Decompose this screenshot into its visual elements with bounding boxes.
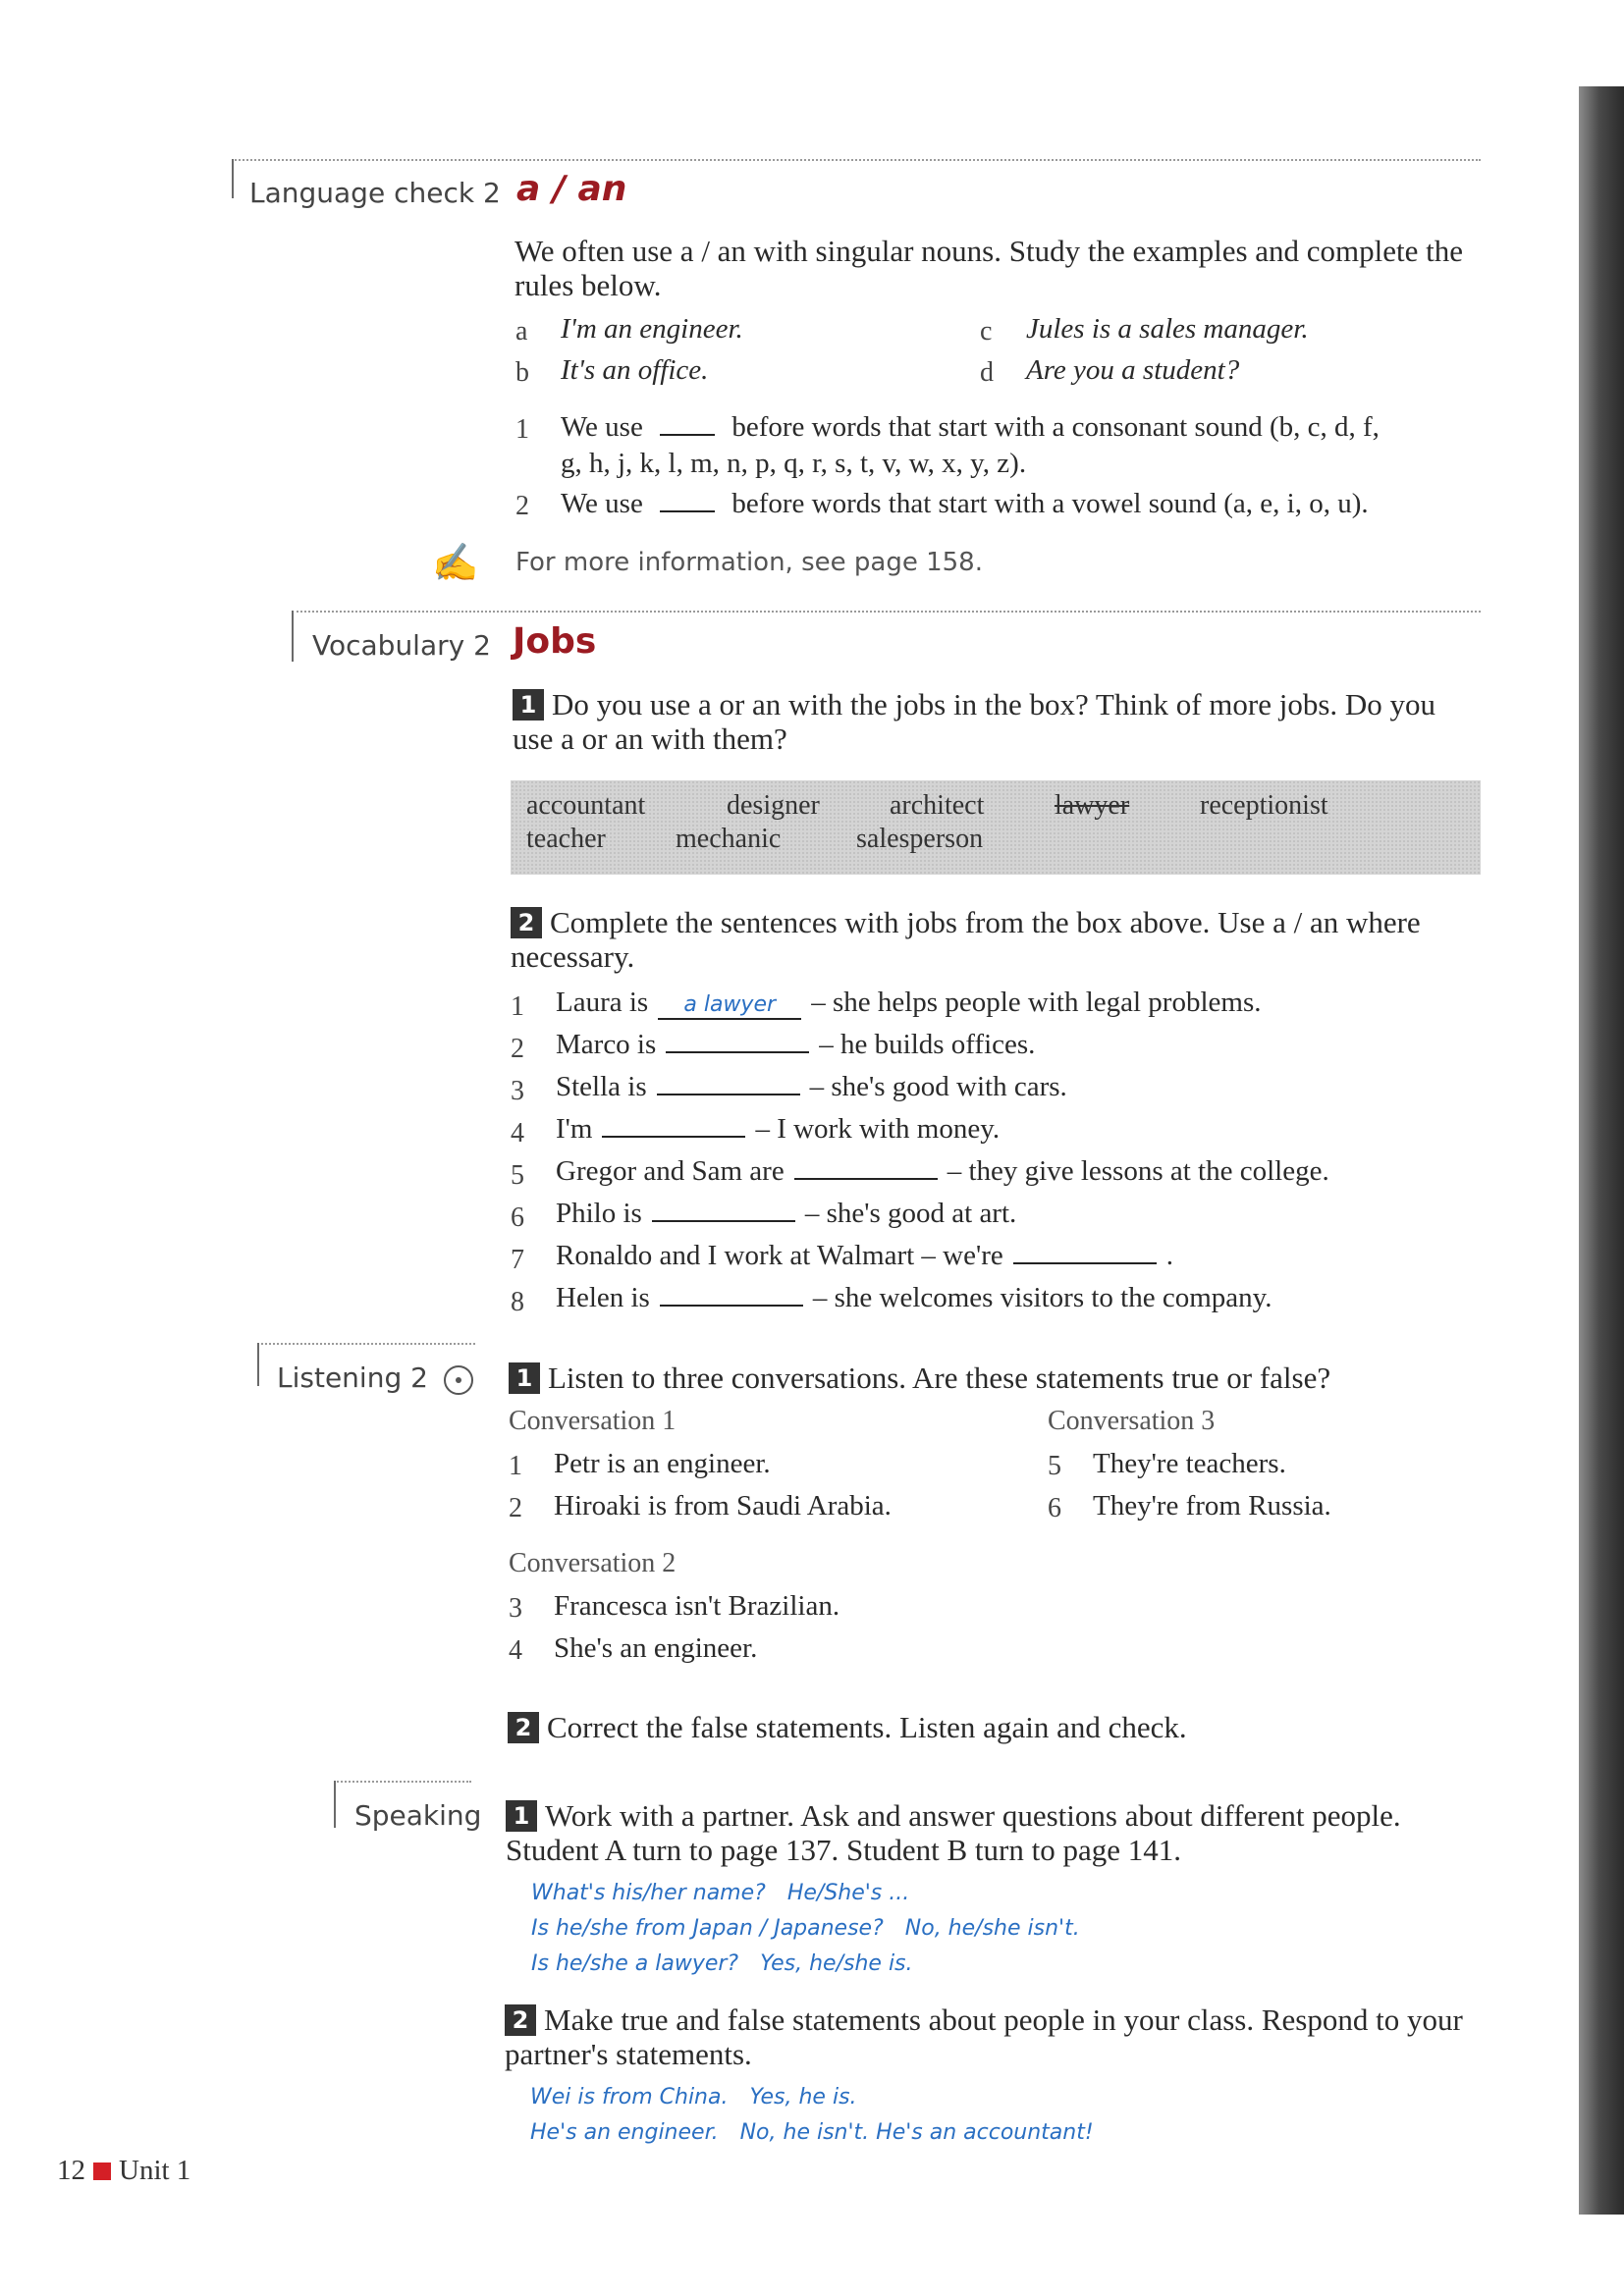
exercise-instruction [511,905,1483,974]
example-response: Yes, he is. [749,2085,857,2109]
sentence [556,1281,1272,1314]
instruction-text: Correct the false statements. Listen again and check. [547,1710,1187,1744]
page-binding-edge [1579,86,1624,2215]
instruction-text: Make true and false statements about people in your class. Respond to your partner's statements. [505,2002,1463,2071]
example-question: Is he/she from Japan / Japanese? [531,1916,884,1941]
rule-number: 2 [515,491,529,521]
section-label: Language check 2 [249,177,501,209]
rule-line [561,410,1380,444]
sentence [556,1154,1329,1188]
job-word: teacher [526,824,606,854]
statement-number: 4 [509,1635,522,1666]
example-dialogue [531,1951,913,1976]
exercise-instruction [508,1710,1480,1744]
job-word: architect [890,790,985,821]
sentence [556,1197,1016,1230]
audio-cd-icon[interactable] [444,1365,473,1395]
sentence-number: 3 [511,1076,524,1106]
statement: Francesca isn't Brazilian. [554,1590,840,1622]
sentence-pre: Helen is [556,1282,650,1313]
section-title: a / an [516,169,627,209]
section-rule [232,159,1481,161]
example-text: It's an office. [561,354,709,386]
example-question: Is he/she a lawyer? [531,1951,739,1976]
rule-blank[interactable] [660,509,715,512]
sentence-post: – she welcomes visitors to the company. [812,1282,1272,1313]
sentence-post: – he builds offices. [819,1029,1036,1060]
statement-number: 2 [509,1493,522,1523]
example-letter: b [515,357,529,388]
answer-blank[interactable] [652,1220,795,1222]
sentence [556,1070,1067,1103]
example-statement: He's an engineer. [530,2120,719,2145]
sentence-post: – they give lessons at the college. [947,1155,1329,1187]
section-tick [292,611,294,662]
sentence-number: 4 [511,1118,524,1148]
section-title: Jobs [513,621,597,662]
sentence-post: – I work with money. [755,1113,1001,1145]
exercise-instruction [513,687,1465,756]
example-dialogue [531,1916,1080,1941]
rule-pre: We use [561,411,643,443]
sentence-pre: Ronaldo and I work at Walmart – we're [556,1240,1003,1271]
example-response: No, he isn't. He's an accountant! [739,2120,1094,2145]
reference-link[interactable]: For more information, see page 158. [515,548,983,577]
sentence-pre: I'm [556,1113,593,1145]
exercise-number: 2 [508,1712,539,1743]
rule-pre: We use [561,488,643,519]
rule-continuation: g, h, j, k, l, m, n, p, q, r, s, t, v, w, x, y, z). [561,448,1027,479]
exercise-number: 1 [509,1362,540,1394]
example-answer: Yes, he/she is. [760,1951,913,1976]
instruction-text: Do you use a or an with the jobs in the box? Think of more jobs. Do you use a or an with them? [513,687,1436,756]
job-word: mechanic [676,824,782,854]
sentence-post: – she helps people with legal problems. [811,987,1262,1018]
answer-blank[interactable] [1013,1262,1157,1264]
sentence-post: – she's good at art. [804,1198,1017,1229]
job-word: accountant [526,790,646,821]
section-label: Listening 2 [277,1362,428,1394]
job-word: salesperson [856,824,984,854]
section-label: Speaking [354,1799,482,1832]
sentence [556,1028,1035,1061]
rule-number: 1 [515,414,529,445]
example-dialogue [531,1881,909,1905]
sentence [556,1239,1173,1272]
sentence-pre: Marco is [556,1029,657,1060]
sentence-pre: Stella is [556,1071,647,1102]
section-rule [257,1343,475,1345]
answer-blank[interactable] [602,1136,745,1138]
example-statement: Wei is from China. [530,2085,729,2109]
section-rule [292,611,1481,613]
sentence-post: – she's good with cars. [809,1071,1067,1102]
job-word: receptionist [1200,790,1328,821]
sentence-pre: Gregor and Sam are [556,1155,785,1187]
answer-blank[interactable]: a lawyer [658,992,801,1020]
statement: They're teachers. [1093,1448,1286,1479]
section-rule [334,1781,471,1783]
sentence [556,986,1261,1020]
answer-blank[interactable] [666,1051,809,1053]
exercise-number: 2 [505,2004,536,2036]
sentence-number: 7 [511,1245,524,1275]
statement: She's an engineer. [554,1632,758,1664]
conversation-title: Conversation 2 [509,1548,677,1578]
statement-number: 3 [509,1593,522,1624]
answer-blank[interactable] [794,1178,938,1180]
statement-number: 1 [509,1451,522,1481]
page-footer [57,2155,190,2187]
example-letter: a [515,316,528,347]
rule-post: before words that start with a vowel sound (a, e, i, o, u). [731,488,1369,519]
instruction-text: Listen to three conversations. Are these statements true or false? [548,1361,1331,1395]
example-answer: He/She's ... [786,1881,910,1905]
sentence [556,1112,1000,1146]
job-word-crossed-out: lawyer [1055,790,1130,821]
rule-post: before words that start with a consonant sound (b, c, d, f, [731,411,1380,443]
statement: Petr is an engineer. [554,1448,771,1479]
exercise-number: 2 [511,907,542,938]
rule-line [561,487,1369,520]
sentence-number: 8 [511,1287,524,1317]
section-tick [334,1781,336,1828]
sentence-number: 5 [511,1160,524,1191]
example-text: Jules is a sales manager. [1026,313,1309,345]
sentence-post: . [1165,1240,1173,1271]
example-text: Are you a student? [1026,354,1240,386]
exercise-instruction [506,1798,1483,1867]
statement: They're from Russia. [1093,1490,1331,1522]
exercise-instruction [505,2002,1487,2071]
section-tick [257,1343,259,1386]
sentence-number: 1 [511,991,524,1022]
answer-blank[interactable] [657,1094,800,1095]
statement: Hiroaki is from Saudi Arabia. [554,1490,892,1522]
conversation-title: Conversation 1 [509,1406,677,1436]
exercise-number: 1 [506,1800,537,1832]
rule-blank[interactable] [660,433,715,436]
exercise-instruction [509,1361,1490,1395]
reference-book-icon: ✍ [432,543,479,584]
section-label: Vocabulary 2 [312,629,491,662]
conversation-title: Conversation 3 [1048,1406,1216,1436]
instruction-text: Work with a partner. Ask and answer questions about different people. Student A turn to page 137. Student B turn to page 141. [506,1798,1401,1867]
sentence-number: 6 [511,1202,524,1233]
sentence-pre: Philo is [556,1198,642,1229]
unit-label: Unit 1 [119,2155,191,2186]
page-number: 12 [57,2155,85,2186]
example-letter: d [980,357,994,388]
statement-number: 6 [1048,1493,1061,1523]
answer-blank[interactable] [660,1305,803,1307]
job-word-box [511,780,1481,875]
sentence-pre: Laura is [556,987,649,1018]
exercise-number: 1 [513,689,544,721]
example-letter: c [980,316,993,347]
example-dialogue [530,2120,1094,2145]
sentence-number: 2 [511,1034,524,1064]
red-square-icon [93,2163,111,2180]
statement-number: 5 [1048,1451,1061,1481]
example-dialogue [530,2085,857,2109]
intro-text: We often use a / an with singular nouns. Study the examples and complete the rules below. [514,234,1464,302]
job-word: designer [727,790,820,821]
example-question: What's his/her name? [531,1881,766,1905]
example-answer: No, he/she isn't. [904,1916,1080,1941]
example-text: I'm an engineer. [561,313,743,345]
instruction-text: Complete the sentences with jobs from the box above. Use a / an where necessary. [511,905,1421,974]
section-tick [232,159,234,198]
